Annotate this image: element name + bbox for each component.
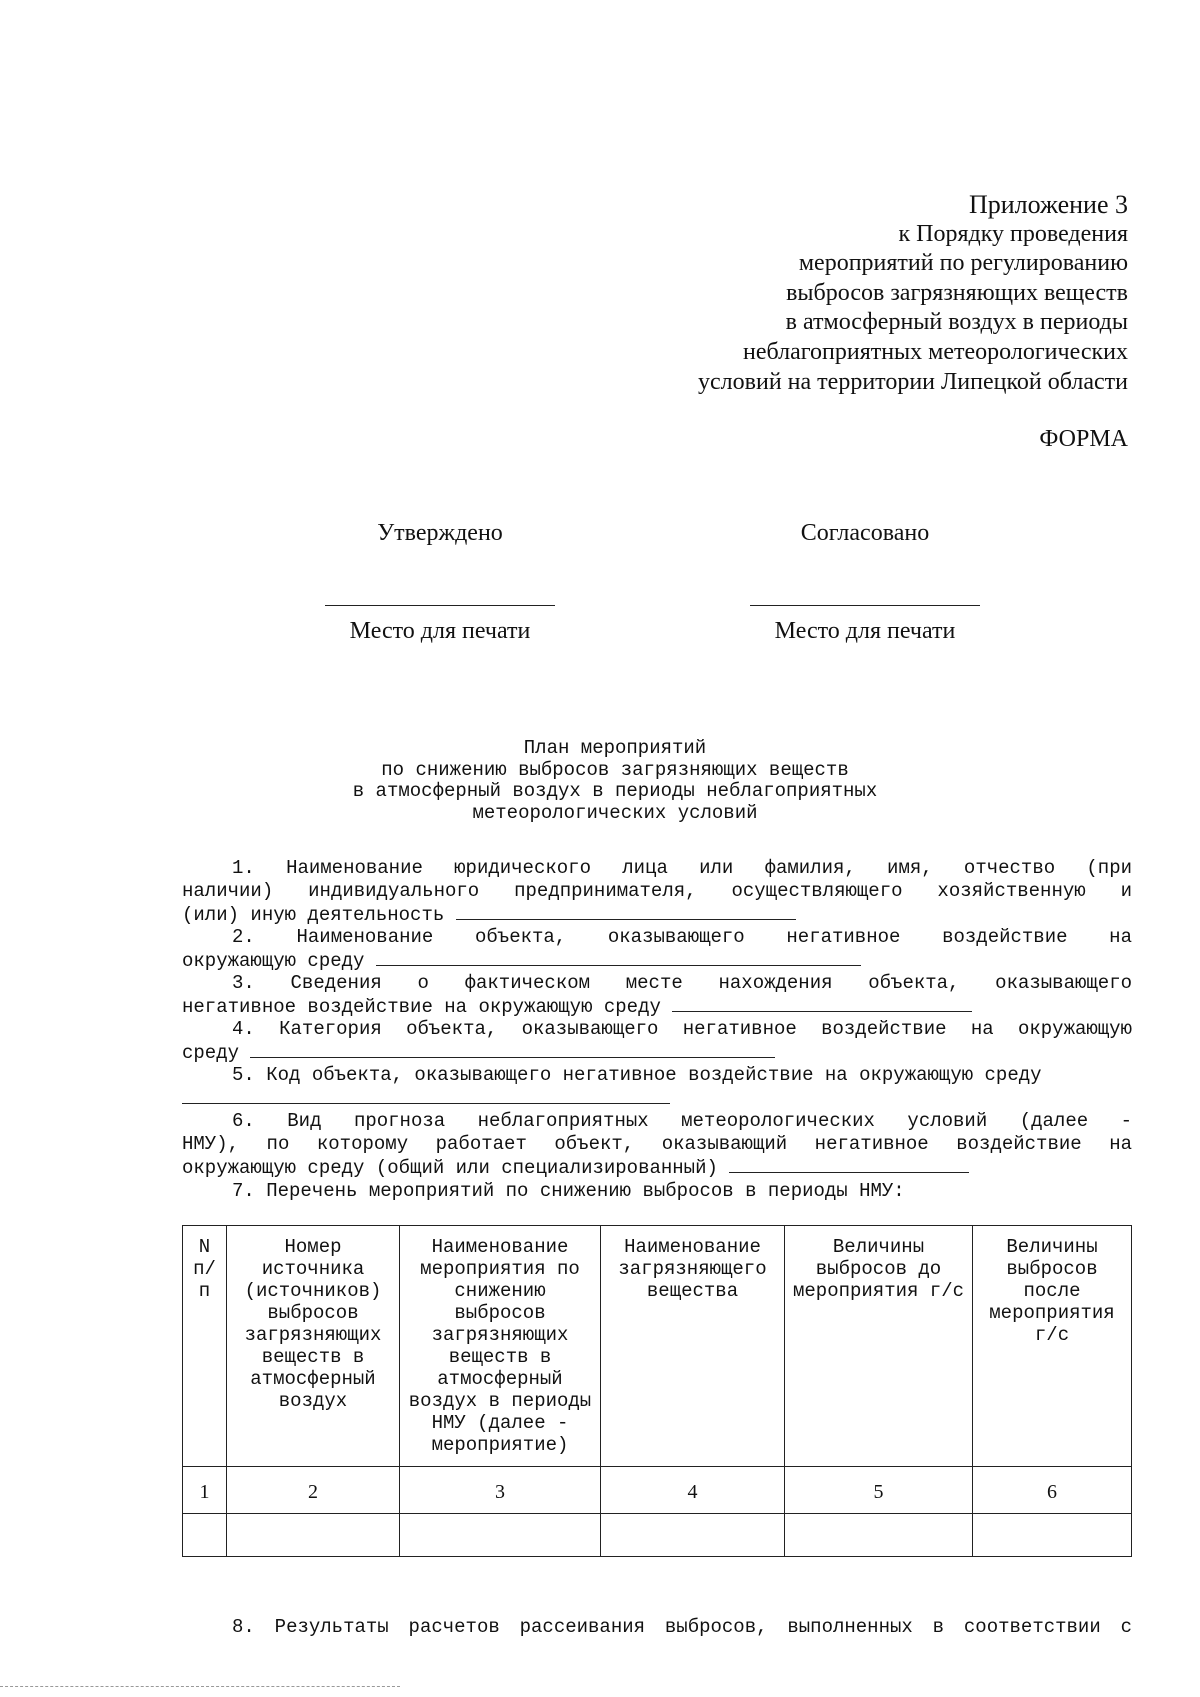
item-2-blank[interactable]	[376, 949, 861, 966]
item-2-line: 2. Наименование объекта, оказывающего негативное воздействие на	[232, 926, 1132, 948]
appendix-line: к Порядку проведения	[898, 220, 1128, 247]
item-7	[182, 1180, 1132, 1203]
table-column-numbers-row	[183, 1467, 1132, 1514]
appendix-line: выбросов загрязняющих веществ	[786, 279, 1128, 306]
table-header-row	[183, 1226, 1132, 1467]
table-cell[interactable]	[183, 1514, 227, 1557]
column-number: 1	[183, 1467, 227, 1514]
item-4	[182, 1018, 1132, 1065]
item-5	[182, 1064, 1132, 1111]
appendix-header	[528, 190, 1128, 397]
appendix-line: неблагоприятных метеорологических	[743, 338, 1128, 365]
agreed-stamp-place: Место для печати	[774, 618, 956, 644]
agreed-block	[745, 520, 985, 645]
item-7-line: 7. Перечень мероприятий по снижению выбросов в периоды НМУ:	[232, 1180, 905, 1202]
appendix-line: условий на территории Липецкой области	[698, 368, 1128, 395]
measures-table	[182, 1225, 1132, 1557]
item-6-line: 6. Вид прогноза неблагоприятных метеорологических условий (далее -	[232, 1110, 1132, 1132]
item-2-line: окружающую среду	[182, 949, 1132, 973]
column-number: 3	[400, 1467, 601, 1514]
table-row	[183, 1514, 1132, 1557]
item-4-line: 4. Категория объекта, оказывающего негативное воздействие на окружающую	[232, 1018, 1132, 1040]
plan-title	[170, 738, 1060, 824]
plan-title-line: метеорологических условий	[472, 801, 758, 824]
item-4-blank[interactable]	[250, 1041, 775, 1058]
table-cell[interactable]	[973, 1514, 1132, 1557]
column-number: 5	[785, 1467, 973, 1514]
approved-signature-line	[325, 585, 555, 606]
header-pollutant-name: Наименование загрязняющего вещества	[601, 1226, 785, 1467]
item-3-line: 3. Сведения о фактическом месте нахождения объекта, оказывающего	[232, 972, 1132, 994]
approved-block	[320, 520, 560, 645]
item-5-line: 5. Код объекта, оказывающего негативное воздействие на окружающую среду	[232, 1064, 1042, 1086]
item-3	[182, 972, 1132, 1019]
item-8-line: 8. Результаты расчетов рассеивания выбросов, выполненных в соответствии с	[232, 1616, 1132, 1638]
item-6-line: НМУ), по которому работает объект, оказывающий негативное воздействие на	[182, 1133, 1132, 1155]
agreed-label: Согласовано	[800, 520, 930, 546]
approved-label: Утверждено	[377, 520, 503, 546]
appendix-line: в атмосферный воздух в периоды	[785, 309, 1128, 336]
plan-title-line: План мероприятий	[523, 737, 707, 759]
item-3-blank[interactable]	[672, 995, 972, 1012]
table-cell[interactable]	[601, 1514, 785, 1557]
plan-title-line: в атмосферный воздух в периоды неблагоприятных	[352, 780, 878, 802]
column-number: 4	[601, 1467, 785, 1514]
item-4-line: среду	[182, 1041, 1132, 1065]
item-1	[182, 857, 1132, 927]
item-2	[182, 926, 1132, 973]
item-5-blank[interactable]	[182, 1087, 670, 1104]
header-row-number: N п/ п	[183, 1226, 227, 1467]
column-number: 6	[973, 1467, 1132, 1514]
table-cell[interactable]	[400, 1514, 601, 1557]
header-measure-name: Наименование мероприятия по снижению выбросов загрязняющих веществ в атмосферный воздух в периоды НМУ (далее - мероприятие)	[400, 1226, 601, 1467]
form-label: ФОРМА	[1039, 426, 1128, 452]
agreed-signature-line	[750, 585, 980, 606]
item-5-line	[182, 1087, 1132, 1111]
item-6	[182, 1110, 1132, 1180]
appendix-number: Приложение 3	[968, 190, 1128, 219]
header-source-number: Номер источника (источников) выбросов загрязняющих веществ в атмосферный воздух	[227, 1226, 400, 1467]
page-edge-mark	[0, 1686, 400, 1687]
item-1-line: наличии) индивидуального предпринимателя, осуществляющего хозяйственную и	[182, 880, 1132, 902]
item-3-line: негативное воздействие на окружающую среду	[182, 995, 1132, 1019]
header-emission-before: Величины выбросов до мероприятия г/с	[785, 1226, 973, 1467]
item-8	[182, 1616, 1132, 1638]
table-cell[interactable]	[785, 1514, 973, 1557]
item-6-line: окружающую среду (общий или специализированный)	[182, 1156, 1132, 1180]
item-1-line: 1. Наименование юридического лица или фамилия, имя, отчество (при	[232, 857, 1132, 879]
item-6-blank[interactable]	[729, 1156, 969, 1173]
appendix-line: мероприятий по регулированию	[798, 250, 1128, 277]
column-number: 2	[227, 1467, 400, 1514]
table-cell[interactable]	[227, 1514, 400, 1557]
plan-title-line: по снижению выбросов загрязняющих веществ	[381, 758, 849, 781]
item-1-line: (или) иную деятельность	[182, 903, 1132, 927]
item-1-blank[interactable]	[456, 903, 796, 920]
approved-stamp-place: Место для печати	[349, 618, 531, 644]
header-emission-after: Величины выбросов после мероприятия г/с	[973, 1226, 1132, 1467]
